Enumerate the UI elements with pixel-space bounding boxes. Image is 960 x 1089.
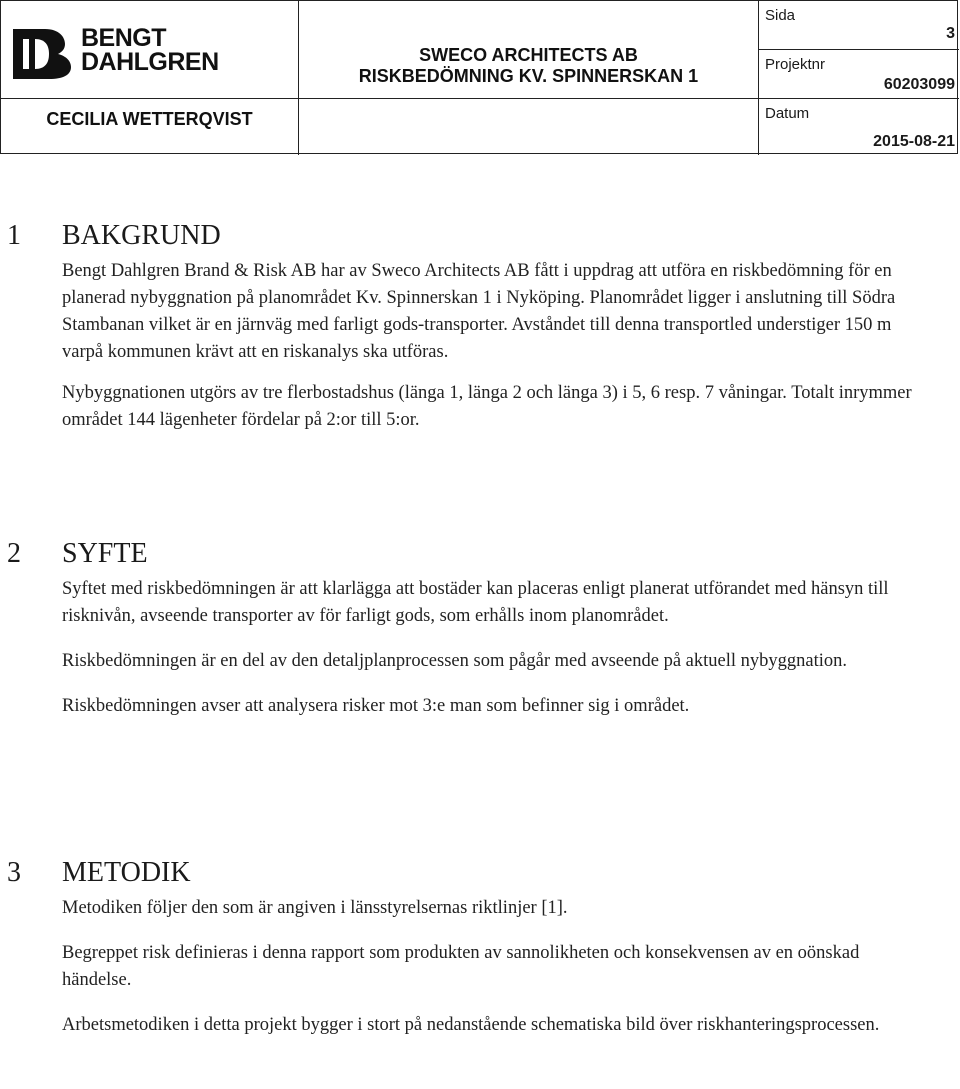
- author-cell: [1, 99, 299, 155]
- paragraph: Riskbedömningen är en del av den detaljplanprocessen som pågår med avseende på aktuell nybyggnation.: [62, 651, 847, 671]
- date-label: Datum: [765, 105, 810, 122]
- section-syfte: [0, 537, 912, 720]
- paragraph: Riskbedömningen avser att analysera risker mot 3:e man som befinner sig i området.: [62, 696, 690, 716]
- section-heading: [0, 856, 912, 890]
- paragraph: Nybyggnationen utgörs av tre flerbostadshus (länga 1, länga 2 och länga 3) i 5, 6 resp. 7 våningar. Totalt inrymmer området 144 lägenheter fördelar på 2:or till 5:or.: [62, 383, 912, 430]
- report-title: RISKBEDÖMNING KV. SPINNERSKAN 1: [358, 66, 699, 86]
- section-heading: [0, 219, 912, 253]
- company-logo: [11, 24, 281, 83]
- author-name: CECILIA WETTERQVIST: [46, 109, 253, 129]
- paragraph: Arbetsmetodiken i detta projekt bygger i stort på nedanstående schematiska bild över riskhanteringsprocessen.: [62, 1015, 880, 1035]
- logo-text-line1: BENGT: [81, 24, 166, 52]
- paragraph: Bengt Dahlgren Brand & Risk AB har av Sweco Architects AB fått i uppdrag att utföra en riskbedömning för en planerad nybyggnation på planområdet Kv. Spinnerskan 1 i Nyköping. Planområdet ligger i anslutning till Södra Stambanan vilket är en järnväg med farligt gods-transporter. Avståndet till denna transportled understiger 150 m varpå kommunen krävt att en riskanalys ska utföras.: [62, 261, 896, 362]
- project-number: 60203099: [883, 76, 955, 93]
- paragraph: Metodiken följer den som är angiven i länsstyrelsernas riktlinjer [1].: [62, 898, 568, 918]
- logo-text-line2: DAHLGREN: [81, 48, 219, 76]
- section-number: 2: [7, 538, 21, 569]
- page-label: Sida: [765, 7, 796, 24]
- section-metodik: [0, 856, 912, 1039]
- date-cell: [759, 99, 959, 155]
- section-number: 3: [7, 857, 21, 888]
- date-value: 2015-08-21: [873, 133, 955, 150]
- bd-monogram-icon: [11, 27, 75, 81]
- section-title: SYFTE: [62, 538, 148, 569]
- paragraph: Begreppet risk definieras i denna rapport som produkten av sannolikheten och konsekvensen av en oönskad händelse.: [62, 943, 860, 990]
- project-number-cell: [759, 50, 959, 99]
- company-name: SWECO ARCHITECTS AB: [419, 45, 638, 65]
- section-bakgrund: [0, 219, 912, 434]
- document-header: [0, 0, 958, 154]
- section-title: METODIK: [62, 857, 191, 888]
- paragraph: Syftet med riskbedömningen är att klarlägga att bostäder kan placeras enligt planerat utförandet med hänsyn till risknivån, avseende transporter av för farligt gods, som erhålls inom planområdet.: [62, 579, 889, 626]
- logo-cell: [1, 1, 299, 99]
- section-number: 1: [7, 220, 21, 251]
- section-heading: [0, 537, 912, 571]
- page-number-cell: [759, 1, 959, 50]
- page-number: 3: [946, 25, 955, 42]
- company-cell: [299, 1, 759, 99]
- blank-cell: [299, 99, 759, 155]
- section-title: BAKGRUND: [62, 220, 221, 251]
- project-label: Projektnr: [765, 56, 826, 73]
